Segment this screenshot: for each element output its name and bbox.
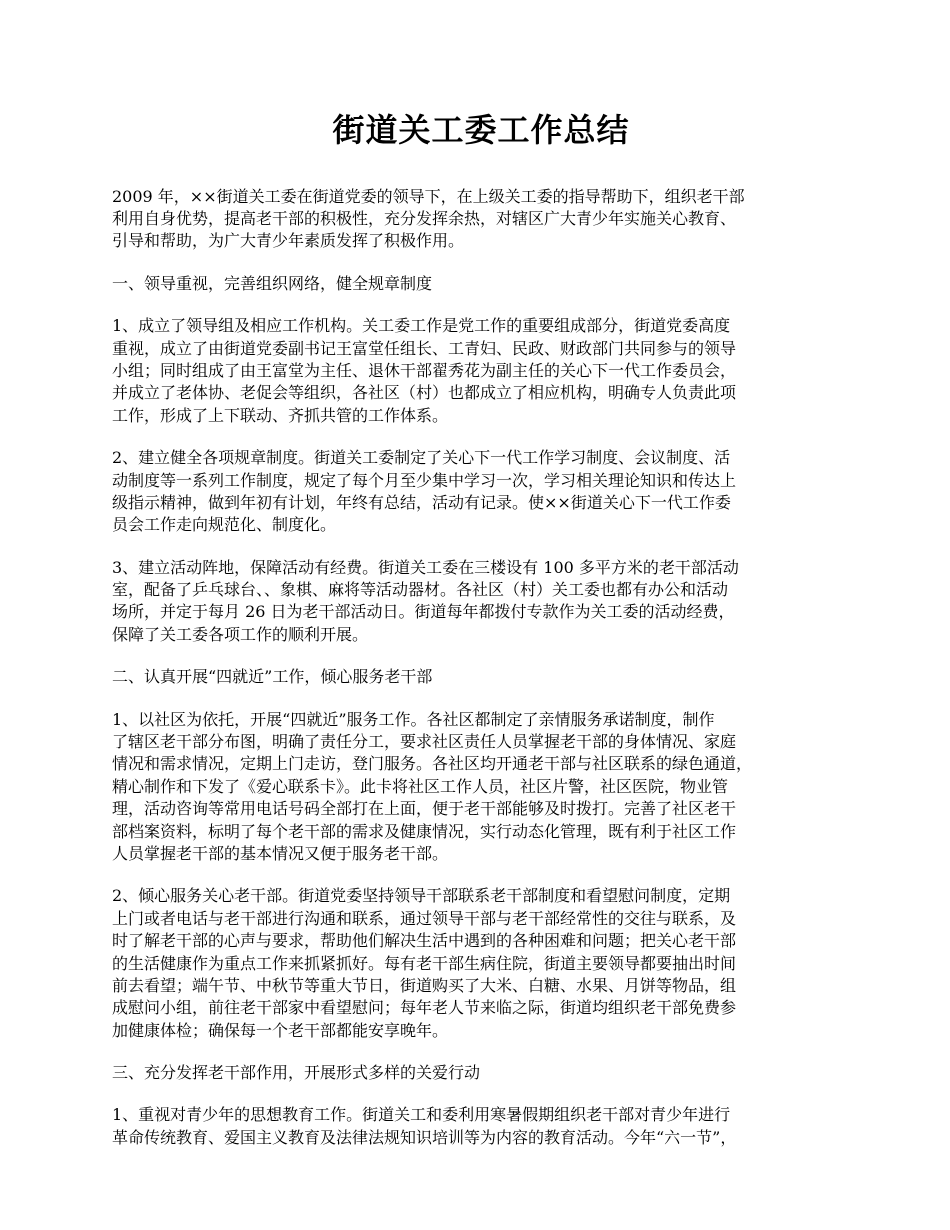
paragraph-line: 的生活健康作为重点工作来抓紧抓好。每有老干部生病住院，街道主要领导都要抽出时间 [112,953,737,973]
paragraph [112,1104,850,1149]
paragraph-line: 保障了关工委各项工作的顺利开展。 [112,624,369,644]
paragraph-line: 利用自身优势，提高老干部的积极性，充分发挥余热，对辖区广大青少年实施关心教育、 [112,208,737,228]
paragraph [112,315,850,427]
paragraph-gap [112,427,850,447]
paragraph [112,186,850,253]
paragraph-line: 员会工作走向规范化、制度化。 [112,515,337,535]
paragraph-line: 情况和需求情况，定期上门走访，登门服务。各社区均开通老干部与社区联系的绿色通道， [112,754,753,774]
paragraph-line: 理，活动咨询等常用电话号码全部打在上面，便于老干部能够及时拨打。完善了社区老干 [112,799,737,819]
document-title: 街道关工委工作总结 [332,111,630,149]
paragraph-gap [112,1042,850,1062]
document-page [112,110,850,1149]
paragraph-gap [112,295,850,315]
paragraph-line: 成慰问小组，前往老干部家中看望慰问；每年老人节来临之际，街道均组织老干部免费参 [112,998,737,1018]
document-body [112,186,850,1150]
paragraph-line: 场所，并定于每月 26 日为老干部活动日。街道每年都拨付专款作为关工委的活动经费， [112,602,735,622]
paragraph-gap [112,689,850,709]
paragraph-line: 一、领导重视，完善组织网络，健全规章制度 [112,273,433,293]
paragraph-gap [112,537,850,557]
paragraph-line: 上门或者电话与老干部进行沟通和联系，通过领导干部与老干部经常性的交往与联系，及 [112,908,737,928]
paragraph-line: 加健康体检；确保每一个老干部都能安享晚年。 [112,1020,449,1040]
paragraph-line: 部档案资料，标明了每个老干部的需求及健康情况，实行动态化管理，既有利于社区工作 [112,821,737,841]
paragraph-line: 二、认真开展“四就近”工作，倾心服务老干部 [112,667,433,687]
paragraph [112,709,850,866]
paragraph-line: 小组；同时组成了由王富堂为主任、退休干部翟秀花为副主任的关心下一代工作委员会， [112,360,737,380]
paragraph-line: 1、成立了领导组及相应工作机构。关工委工作是党工作的重要组成部分，街道党委高度 [112,316,731,336]
paragraph-line: 了辖区老干部分布图，明确了责任分工，要求社区责任人员掌握老干部的身体情况、家庭 [112,732,737,752]
paragraph [112,1062,850,1084]
paragraph-line: 时了解老干部的心声与要求，帮助他们解决生活中遇到的各种困难和问题；把关心老干部 [112,931,737,951]
paragraph-line: 引导和帮助，为广大青少年素质发挥了积极作用。 [112,231,465,251]
paragraph [112,666,850,688]
paragraph-line: 三、充分发挥老干部作用，开展形式多样的关爱行动 [112,1063,481,1083]
paragraph [112,447,850,537]
paragraph-line: 动制度等一系列工作制度，规定了每个月至少集中学习一次，学习相关理论知识和传达上 [112,470,737,490]
paragraph-line: 精心制作和下发了《爱心联系卡》。此卡将社区工作人员，社区片警，社区医院，物业管 [112,776,729,796]
paragraph-line: 室，配备了乒乓球台、、象棋、麻将等活动器材。各社区（村）关工委也都有办公和活动 [112,580,729,600]
paragraph-gap [112,646,850,666]
paragraph-gap [112,1084,850,1104]
paragraph-line: 前去看望；端午节、中秋节等重大节日，街道购买了大米、白糖、水果、月饼等物品，组 [112,975,737,995]
paragraph-line: 2009 年，××街道关工委在街道党委的领导下，在上级关工委的指导帮助下，组织老干部 [112,186,745,206]
paragraph-line: 1、以社区为依托，开展“四就近”服务工作。各社区都制定了亲情服务承诺制度，制作 [112,709,715,729]
paragraph-line: 级指示精神，做到年初有计划，年终有总结，活动有记录。使××街道关心下一代工作委 [112,492,731,512]
paragraph-gap [112,253,850,273]
paragraph-line: 3、建立活动阵地，保障活动有经费。街道关工委在三楼设有 100 多平方米的老干部活动 [112,557,739,577]
paragraph [112,273,850,295]
paragraph-line: 革命传统教育、爱国主义教育及法律法规知识培训等为内容的教育活动。今年“六一节”， [112,1127,737,1147]
paragraph-gap [112,865,850,885]
paragraph-line: 2、建立健全各项规章制度。街道关工委制定了关心下一代工作学习制度、会议制度、活 [112,448,731,468]
paragraph-line: 人员掌握老干部的基本情况又便于服务老干部。 [112,843,449,863]
paragraph-line: 1、重视对青少年的思想教育工作。街道关工和委利用寒暑假期组织老干部对青少年进行 [112,1105,731,1125]
paragraph-line: 2、倾心服务关心老干部。街道党委坚持领导干部联系老干部制度和看望慰问制度，定期 [112,886,731,906]
paragraph-line: 工作，形成了上下联动、齐抓共管的工作体系。 [112,405,449,425]
paragraph-line: 并成立了老体协、老促会等组织，各社区（村）也都成立了相应机构，明确专人负责此项 [112,383,737,403]
paragraph-line: 重视，成立了由街道党委副书记王富堂任组长、工青妇、民政、财政部门共同参与的领导 [112,338,737,358]
paragraph [112,557,850,647]
paragraph [112,885,850,1042]
